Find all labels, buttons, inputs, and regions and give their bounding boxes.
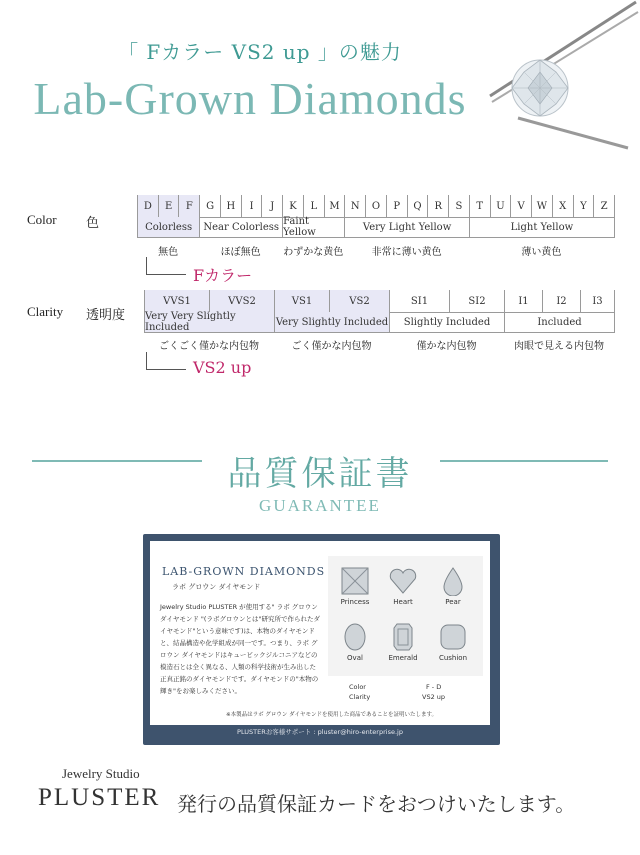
shape-label: Heart — [393, 598, 413, 606]
color-description: 無色 — [158, 247, 179, 258]
clarity-marker-line-h — [146, 369, 186, 370]
color-description: 非常に薄い黄色 — [371, 247, 442, 258]
color-band: Colorless — [138, 217, 200, 237]
shape-item-heart — [384, 566, 422, 606]
color-grade-O: O — [366, 195, 387, 217]
color-grade-E: E — [159, 195, 180, 217]
guarantee-subtitle: GUARANTEE — [259, 496, 381, 515]
color-label-en: Color — [27, 212, 57, 227]
color-band: Light Yellow — [470, 217, 615, 237]
clarity-band-row — [144, 312, 615, 333]
color-grade-X: X — [553, 195, 574, 217]
card-title-jp: ラボ グロウン ダイヤモンド — [172, 583, 261, 591]
color-grade-Y: Y — [574, 195, 595, 217]
color-grade-D: D — [138, 195, 159, 217]
emerald-diamond-icon — [384, 622, 422, 654]
clarity-grade-I2: I2 — [543, 290, 581, 312]
color-grade-J: J — [262, 195, 283, 217]
spec-value-clarity: VS2 up — [422, 693, 446, 701]
color-grade-R: R — [428, 195, 449, 217]
shape-label: Pear — [445, 598, 461, 606]
studio-label: Jewelry Studio — [62, 766, 140, 781]
shape-label: Princess — [340, 598, 370, 606]
clarity-grade-SI2: SI2 — [450, 290, 505, 312]
clarity-grade-VVS1: VVS1 — [145, 290, 210, 312]
color-grade-S: S — [449, 195, 470, 217]
clarity-label-jp: 透明度 — [86, 308, 126, 323]
clarity-label-en: Clarity — [27, 304, 64, 319]
shape-item-oval — [336, 622, 374, 662]
spec-label-clarity: Clarity — [349, 693, 371, 701]
card-title: LAB-GROWN DIAMONDS — [162, 565, 326, 578]
color-label-jp: 色 — [86, 216, 100, 231]
color-marker-line — [146, 257, 147, 275]
color-grade-G: G — [200, 195, 221, 217]
shape-item-emerald — [384, 622, 422, 662]
clarity-marker: VS2 up — [193, 358, 252, 377]
color-grade-T: T — [470, 195, 491, 217]
clarity-description: 肉眼で見える内包物 — [514, 341, 604, 352]
clarity-band: Included — [505, 312, 615, 332]
clarity-band: Very Very Slightly Included — [145, 312, 275, 332]
diamond-tweezers-icon — [488, 0, 640, 150]
color-grade-M: M — [325, 195, 346, 217]
guarantee-title: 品質保証書 — [227, 454, 413, 494]
clarity-grade-SI1: SI1 — [390, 290, 450, 312]
princess-diamond-icon — [336, 566, 374, 598]
card-body: Jewelry Studio PLUSTER が使用する" ラボ グロウン ダイヤモンド "(ラボグロウンとは"研究所で作られたダイヤモンド"という意味です)は、本物のダイヤモンドと、結晶構造や化学組成が同一です。つまり、ラボ グロウン ダイヤモンドはキュービックジルコニアなどの模造石とは全く異なる、人類の科学技術が生み出した正真正銘のダイヤモンドです。ダイヤモンドの"本物の輝き"をお楽しみください。 — [160, 603, 320, 695]
shape-label: Emerald — [388, 654, 418, 662]
color-grade-row — [137, 195, 615, 218]
cushion-diamond-icon — [434, 622, 472, 654]
brand-logo: PLUSTER — [38, 784, 161, 811]
clarity-description: ごくごく僅かな内包物 — [159, 341, 259, 352]
color-grade-Z: Z — [594, 195, 615, 217]
clarity-grade-row — [144, 290, 615, 313]
color-band: Very Light Yellow — [345, 217, 469, 237]
color-grade-V: V — [511, 195, 532, 217]
clarity-grade-I1: I1 — [505, 290, 543, 312]
clarity-description: ごく僅かな内包物 — [291, 341, 372, 352]
color-grade-H: H — [221, 195, 242, 217]
color-description: 薄い黄色 — [521, 247, 562, 258]
clarity-grade-VS2: VS2 — [330, 290, 390, 312]
shape-item-cushion — [434, 622, 472, 662]
header-subtitle: 「 Fカラー VS2 up 」の魅力 — [118, 40, 402, 64]
clarity-band: Very Slightly Included — [275, 312, 390, 332]
color-grade-N: N — [345, 195, 366, 217]
card-note: ※本製品はラボ グロウン ダイヤモンドを使用した商品であることを証明いたします。 — [226, 712, 438, 718]
color-band-row — [137, 217, 615, 238]
clarity-grade-I3: I3 — [581, 290, 615, 312]
color-description: ほぼ無色 — [220, 247, 261, 258]
color-marker: Fカラー — [193, 266, 253, 285]
tagline: 発行の品質保証カードをおつけいたします。 — [177, 792, 576, 816]
spec-value-color: F - D — [426, 683, 442, 691]
shape-label: Cushion — [438, 654, 468, 662]
color-grade-U: U — [491, 195, 512, 217]
shape-item-pear — [434, 566, 472, 606]
color-description: わずかな黄色 — [283, 247, 344, 258]
color-grade-Q: Q — [408, 195, 429, 217]
clarity-grade-VVS2: VVS2 — [210, 290, 275, 312]
heart-diamond-icon — [384, 566, 422, 598]
clarity-band: Slightly Included — [390, 312, 505, 332]
color-band: Near Colorless — [200, 217, 283, 237]
card-footer: PLUSTERお客様サポート : pluster@hiro-enterprise.jp — [150, 725, 490, 738]
shape-label: Oval — [347, 654, 363, 662]
clarity-grade-VS1: VS1 — [275, 290, 330, 312]
pear-diamond-icon — [434, 566, 472, 598]
color-grade-P: P — [387, 195, 408, 217]
color-band: Faint Yellow — [283, 217, 345, 237]
spec-label-color: Color — [349, 683, 366, 691]
header-title: Lab-Grown Diamonds — [33, 73, 467, 124]
clarity-description-row — [144, 337, 614, 351]
color-grade-W: W — [532, 195, 553, 217]
color-marker-line-h — [146, 274, 186, 275]
color-description-row — [137, 243, 614, 257]
clarity-description: 僅かな内包物 — [416, 341, 477, 352]
oval-diamond-icon — [336, 622, 374, 654]
clarity-marker-line — [146, 352, 147, 370]
color-grade-F: F — [179, 195, 200, 217]
color-grade-I: I — [242, 195, 263, 217]
color-grade-L: L — [304, 195, 325, 217]
color-grade-K: K — [283, 195, 304, 217]
shape-item-princess — [336, 566, 374, 606]
